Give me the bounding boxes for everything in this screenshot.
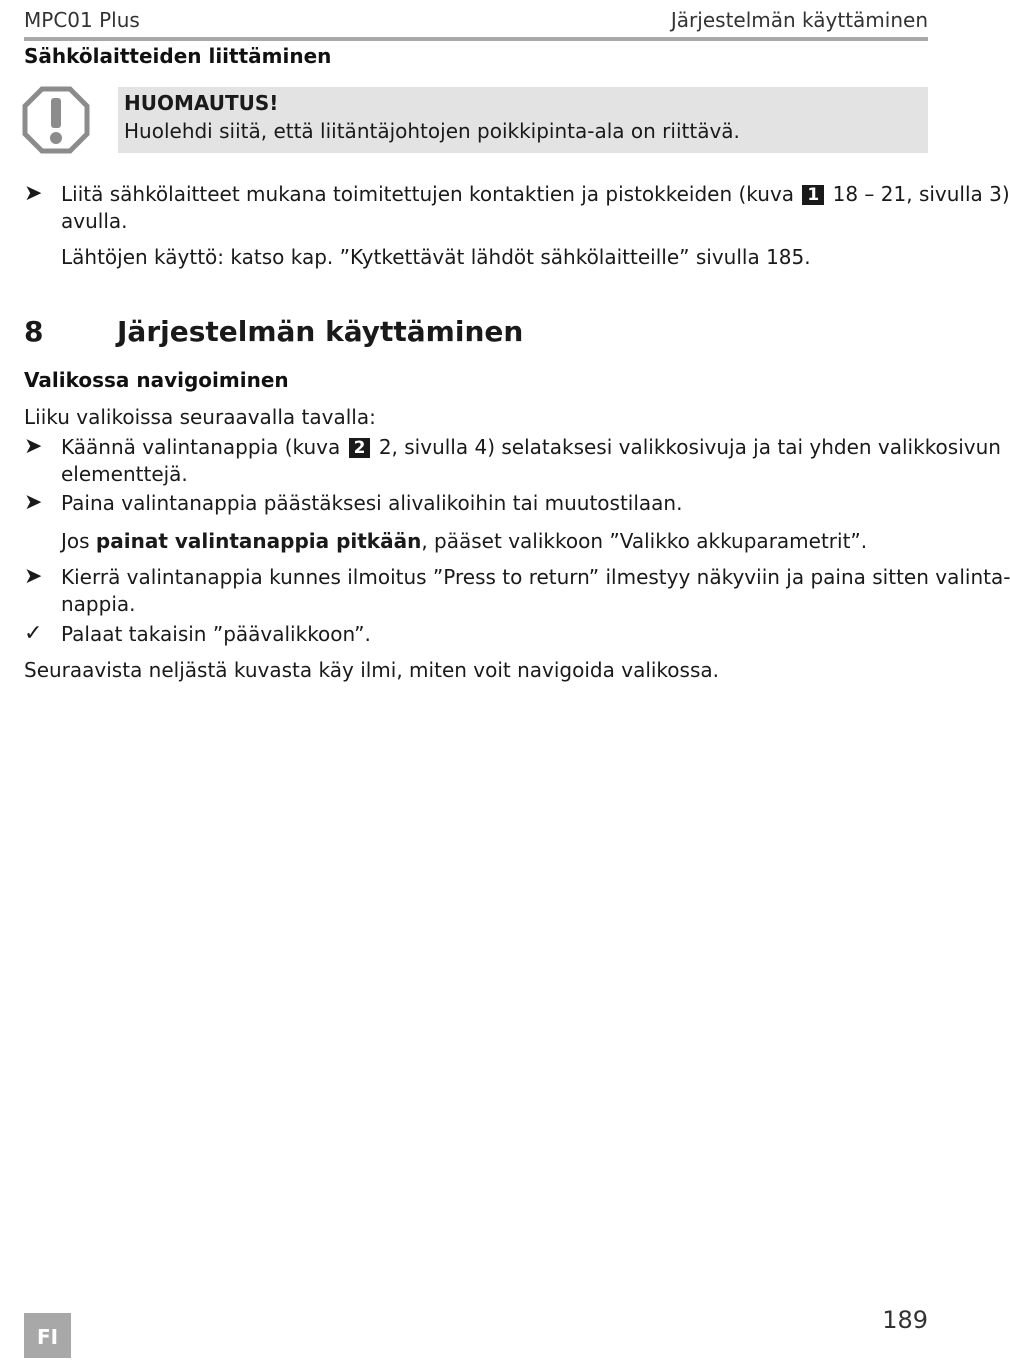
connect-step-before: Liitä sähkölaitteet mukana toimitettujen kontaktien ja pistokkeiden (kuva [61,182,795,206]
nav-step1-text [61,434,1001,461]
navigation-intro: Liiku valikoissa seuraavalla tavalla: [24,405,376,429]
nav-step1-continuation: elementtejä. [61,462,188,486]
long-press-after: , pääset valikkoon ”Valikko akkuparametrit”. [421,529,868,553]
nav-step1-before: Käännä valintanappia (kuva [61,435,341,459]
long-press-before: Jos [61,529,96,553]
navigation-outro: Seuraavista neljästä kuvasta käy ilmi, miten voit navigoida valikossa. [24,658,719,682]
chapter-title: Järjestelmän käyttäminen [117,315,524,348]
nav-step2-text: Paina valintanappia päästäksesi alivalikoihin tai muutostilaan. [61,491,683,515]
figure-ref-badge: 2 [349,438,371,458]
page-number: 189 [882,1306,928,1334]
section-heading-connect: Sähkölaitteiden liittäminen [24,44,332,68]
step-arrow-icon: ➤ [24,181,43,206]
step-arrow-icon: ➤ [24,564,43,589]
long-press-note [61,528,867,555]
long-press-bold: painat valintanappia pitkään [95,529,422,553]
chapter-number: 8 [24,315,44,348]
notice-text: Huolehdi siitä, että liitäntäjohtojen poikkipinta-ala on riittävä. [124,119,740,143]
header-divider [24,37,928,41]
connect-step-text [61,181,1010,208]
figure-ref-badge: 1 [802,185,824,205]
nav-step3-line1: Kierrä valintanappia kunnes ilmoitus ”Press to return” ilmestyy näkyviin ja paina sitten valinta- [61,565,1010,589]
notice-box [118,87,928,153]
language-badge: FI [24,1313,71,1358]
connect-step-continuation: avulla. [61,209,128,233]
nav-step1-after: 2, sivulla 4) selataksesi valikkosivuja ja tai yhden valikkosivun [378,435,1001,459]
result-text: Palaat takaisin ”päävalikkoon”. [61,622,371,646]
step-arrow-icon: ➤ [24,434,43,459]
running-header-product: MPC01 Plus [24,8,140,32]
outputs-note: Lähtöjen käyttö: katso kap. ”Kytkettävät lähdöt sähkölaitteille” sivulla 185. [61,245,811,269]
connect-step-after: 18 – 21, sivulla 3) [832,182,1010,206]
checkmark-icon: ✓ [24,621,43,646]
nav-step3-line2: nappia. [61,592,136,616]
notice-title: HUOMAUTUS! [124,91,279,115]
running-header-chapter: Järjestelmän käyttäminen [670,8,928,32]
warning-exclamation-icon [22,86,90,154]
section-heading-navigation: Valikossa navigoiminen [24,368,289,392]
step-arrow-icon: ➤ [24,490,43,515]
